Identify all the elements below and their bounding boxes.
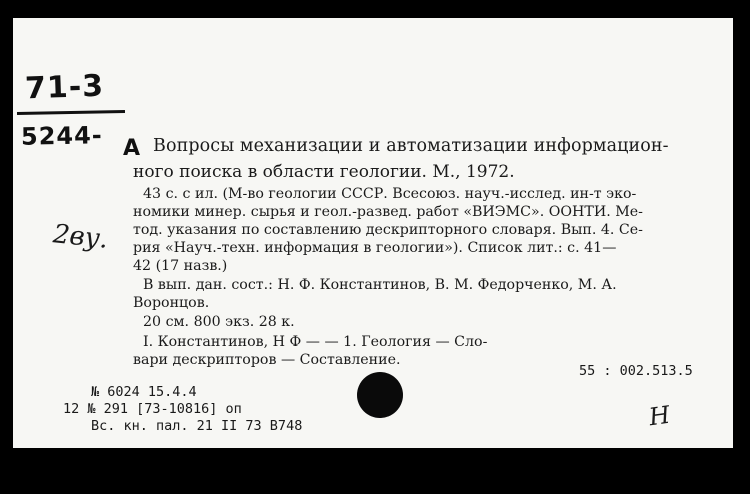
handwritten-note: 2ву. bbox=[51, 219, 110, 255]
footer-line-3: Вс. кн. пал. 21 II 73 В748 bbox=[91, 418, 303, 434]
footer-line-2: 12 № 291 [73-10816] оп bbox=[63, 401, 242, 417]
body-line-8: Воронцов. bbox=[133, 295, 210, 311]
card-title: Вопросы механизации и автоматизации информацион- bbox=[153, 136, 669, 156]
handwritten-initials: Н bbox=[647, 400, 672, 432]
call-number-line1: 71-3 bbox=[24, 68, 105, 107]
call-number-line2: 5244- bbox=[20, 121, 104, 151]
body-line-10: I. Константинов, Н Ф — — 1. Геология — Сло- bbox=[143, 334, 488, 350]
body-line-1: ного поиска в области геологии. М., 1972. bbox=[133, 162, 515, 182]
body-line-9: 20 см. 800 экз. 28 к. bbox=[143, 314, 295, 330]
call-number-divider bbox=[17, 110, 125, 115]
body-line-11: вари дескрипторов — Составление. bbox=[133, 352, 401, 368]
body-line-7: В вып. дан. сост.: Н. Ф. Константинов, В. М. Федорченко, М. А. bbox=[143, 277, 617, 293]
punch-hole bbox=[357, 372, 403, 418]
body-line-6: 42 (17 назв.) bbox=[133, 258, 228, 274]
body-line-3: номики минер. сырья и геол.-развед. работ «ВИЭМС». ООНТИ. Ме- bbox=[133, 204, 643, 220]
classification-index: 55 : 002.513.5 bbox=[579, 363, 693, 379]
footer-line-1: № 6024 15.4.4 bbox=[91, 384, 197, 400]
catalog-card bbox=[13, 18, 733, 448]
body-line-2: 43 с. с ил. (М-во геологии СССР. Всесоюз. науч.-исслед. ин-т эко- bbox=[143, 186, 637, 202]
body-line-4: тод. указания по составлению дескрипторного словаря. Вып. 4. Се- bbox=[133, 222, 643, 238]
body-line-5: рия «Науч.-техн. информация в геологии»). Список лит.: с. 41— bbox=[133, 240, 617, 256]
call-number-suffix: А bbox=[123, 136, 141, 161]
